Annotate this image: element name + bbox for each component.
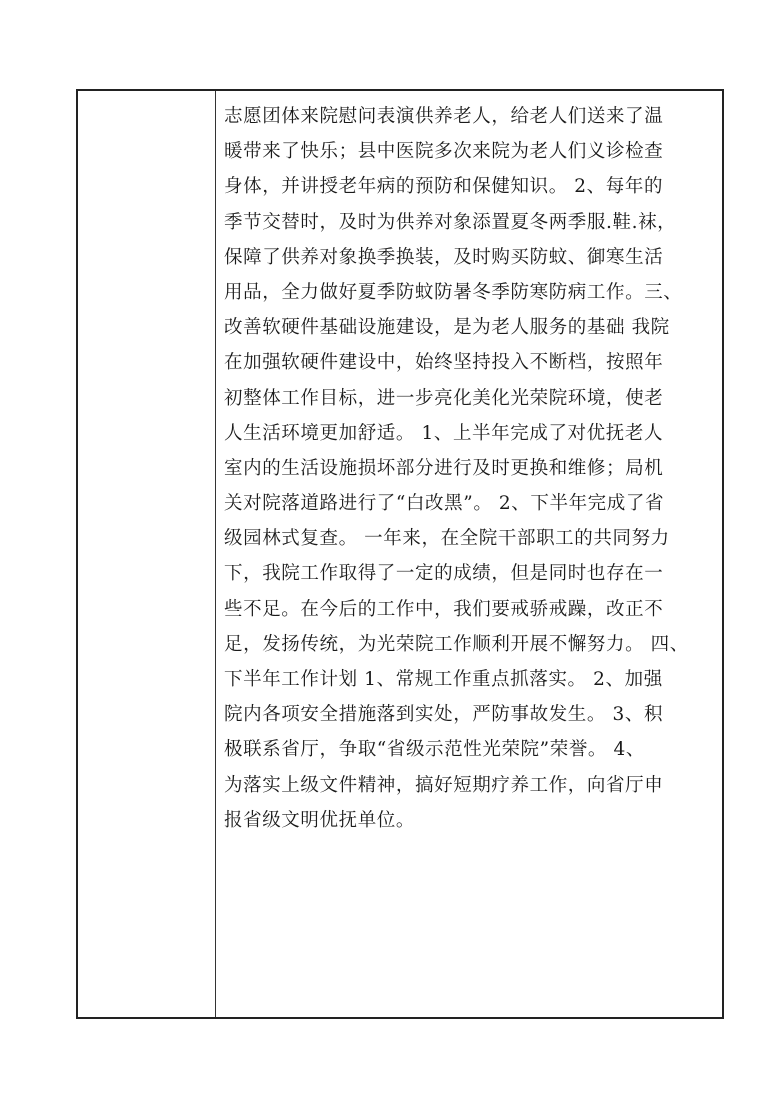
report-body-text (224, 99, 720, 838)
table-label-cell (78, 91, 216, 1017)
text-line: 报省级文明优抚单位。 (224, 809, 416, 831)
report-table (76, 89, 724, 1019)
text-line: 在加强软硬件建设中，始终坚持投入不断档，按照年 (224, 352, 664, 374)
text-line: 保障了供养对象换季换装，及时购买防蚊、御寒生活 (224, 246, 664, 268)
text-line: 志愿团体来院慰问表演供养老人，给老人们送来了温 (224, 106, 664, 127)
text-line: 极联系省厅，争取“省级示范性光荣院”荣誉。 4、 (224, 739, 645, 761)
table-content-cell (216, 91, 722, 1017)
text-line: 下半年工作计划 1、常规工作重点抓落实。 2、加强 (224, 669, 663, 690)
text-line: 初整体工作目标，进一步亮化美化光荣院环境，使老 (224, 387, 664, 409)
text-line: 用品，全力做好夏季防蚊防暑冬季防寒防病工作。三、 (224, 281, 683, 303)
text-line: 为落实上级文件精神，搞好短期疗养工作，向省厅申 (224, 774, 664, 796)
text-line: 暖带来了快乐；县中医院多次来院为老人们义诊检查 (224, 141, 664, 163)
text-line: 身体，并讲授老年病的预防和保健知识。 2、每年的 (224, 176, 664, 198)
text-line: 人生活环境更加舒适。 1、上半年完成了对优抚老人 (224, 422, 664, 444)
text-line: 些不足。在今后的工作中，我们要戒骄戒躁，改正不 (224, 598, 664, 620)
text-line: 下，我院工作取得了一定的成绩，但是同时也存在一 (224, 563, 664, 585)
text-line: 改善软硬件基础设施建设，是为老人服务的基础 我院 (224, 317, 670, 339)
text-line: 级园林式复查。 一年来，在全院干部职工的共同努力 (224, 528, 670, 550)
text-line: 足，发扬传统，为光荣院工作顺利开展不懈努力。 四、 (224, 633, 689, 655)
text-line: 关对院落道路进行了“白改黑”。 2、下半年完成了省 (224, 493, 665, 515)
text-line: 季节交替时，及时为供养对象添置夏冬两季服.鞋.袜， (224, 211, 677, 233)
text-line: 院内各项安全措施落到实处，严防事故发生。 3、积 (224, 704, 664, 726)
text-line: 室内的生活设施损坏部分进行及时更换和维修；局机 (224, 457, 664, 479)
